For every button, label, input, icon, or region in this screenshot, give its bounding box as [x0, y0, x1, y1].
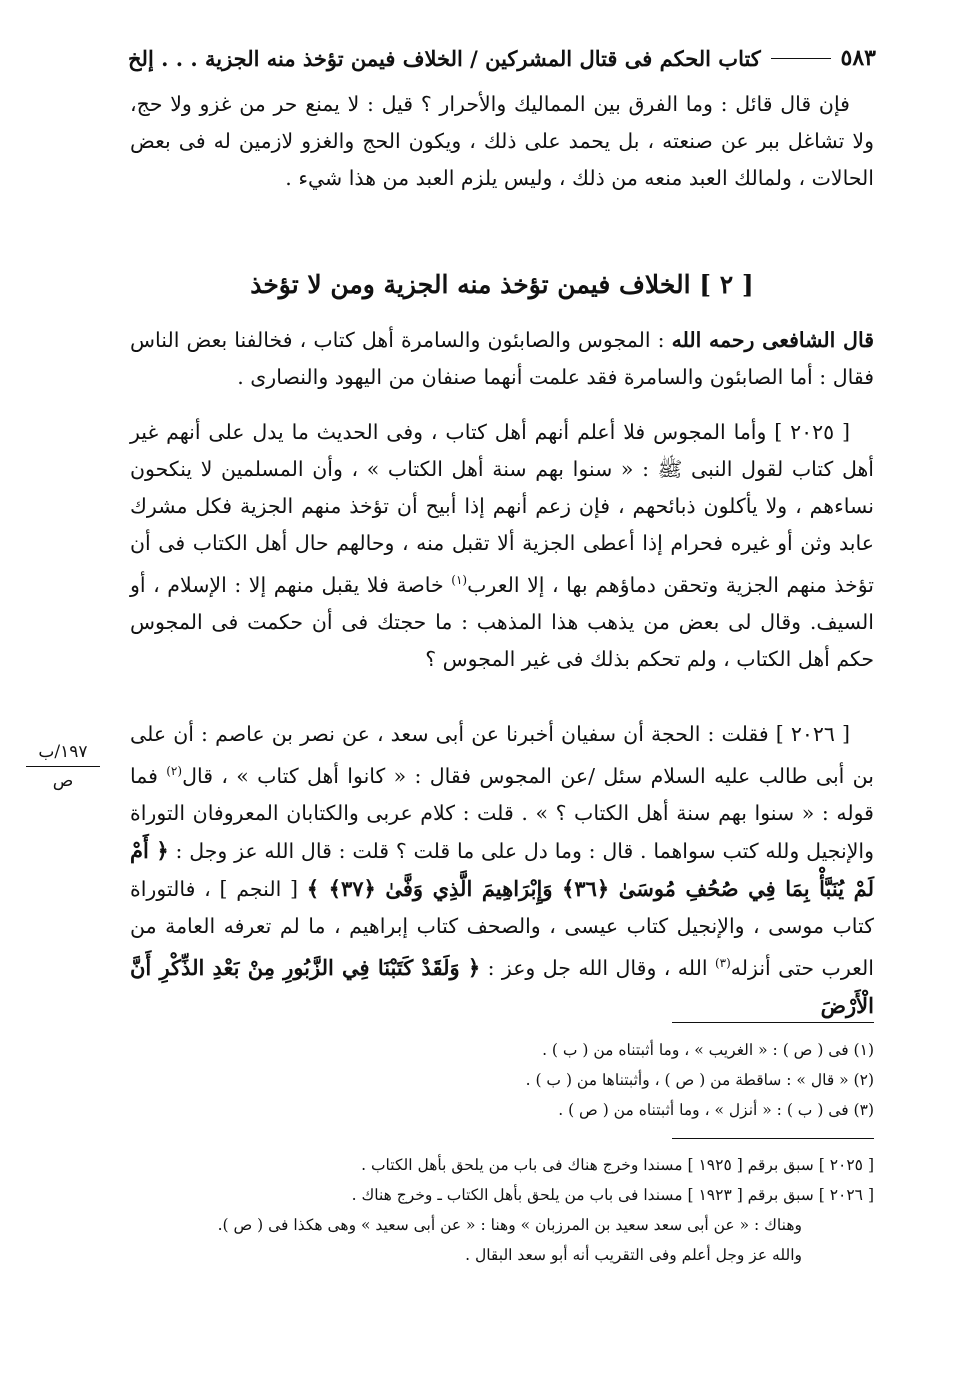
paragraph-3-main: [ ٢٠٢٥ ] وأما المجوس فلا أعلم أنهم أهل كتاب ، وفى الحديث ما يدل على أنهم غير أهل كتاب لقول النبى ﷺ : « سنوا بهم سنة أهل الكتاب » ، وأن المسلمين لا ينكحون نساءهم ، ولا يأكلون ذبائحهم ، فإن زعم أنهم إذا أبيح أن تؤخذ منهم الجزية فكل مشرك عابد وثن أو غيره فحرام إذا أعطى الجزية ألا تقبل منه ، وحالهم حال أهل الكتاب فى أن تؤخذ منهم الجزية وتحقن دماؤهم بها ، إلا العرب [130, 420, 874, 597]
header-title: كتاب الحكم فى قتال المشركين / الخلاف فيمن تؤخذ منه الجزية . . . إلخ [128, 45, 761, 71]
references [130, 1150, 874, 1270]
paragraph-2 [130, 322, 874, 396]
paragraph-3 [130, 414, 874, 678]
footnotes [130, 1035, 874, 1125]
paragraph-2-rest: : المجوس والصابئون والسامرة أهل كتاب ، فخالفنا بعض الناس فقال : أما الصابئون والسامرة فقد علمت أنهما صنفان من اليهود والنصارى . [130, 328, 874, 389]
paragraph-1-text: فإن قال قائل : وما الفرق بين المماليك والأحرار ؟ قيل : لا يمنع حر من غزو ولا حج، ولا تشاغل ببر عن صنعته ، بل يحمد على ذلك ، ويكون الحج والغزو لازمين له فى بعض الحالات ، ولمالك العبد منعه من ذلك ، وليس يلزم العبد من هذا شيء . [130, 92, 874, 190]
shafii-lead: قال الشافعى رحمه الله [671, 328, 874, 352]
quran-verse-2: ﴿ وَلَقَدْ كَتَبْنَا فِي الزَّبُورِ مِنْ بَعْدِ الذِّكْرِ أَنَّ الْأَرْضَ [130, 954, 874, 1018]
paragraph-3-end: خاصة فلا يقبل منهم إلا : الإسلام ، أو السيف. وقال لى بعض من يذهب هذا المذهب : ما حجتك فى أن حكمت فى المجوس حكم أهل الكتاب ، ولم تحكم بذلك فى غير المجوس ؟ [130, 572, 874, 671]
paragraph-4-b: فما قوله : « سنوا بهم سنة أهل الكتاب ؟ » . قلت : كلام عربى والكتابان المعروفان التوراة والإنجيل ولله كتب سواهما . قال : وما دل على ما قلت ؟ قلت : قال الله عز وجل : [130, 763, 875, 863]
header-rule [771, 58, 831, 59]
paragraph-4-a: [ ٢٠٢٦ ] فقلت : الحجة أن سفيان أخبرنا عن أبى سعد ، عن نصر بن عاصم : أن على بن أبى طالب عليه السلام سئل /عن المجوس فقال : « كانوا أهل كتاب » ، قال [130, 722, 874, 788]
footnote-ref-1: (١) [451, 573, 468, 587]
margin-note-rule [26, 766, 100, 767]
reference-4: والله عز وجل أعلم وفى التقريب أنه أبو سعد البقال . [465, 1246, 802, 1264]
page-number: ٥٨٣ [840, 45, 876, 71]
margin-note [18, 742, 108, 791]
section-heading: [ ٢ ] الخلاف فيمن تؤخذ منه الجزية ومن لا تؤخذ [250, 270, 754, 299]
reference-2: [ ٢٠٢٦ ] سبق برقم [ ١٩٢٣ ] مسندا فى باب من يلحق بأهل الكتاب ـ وخرج هناك . [351, 1186, 874, 1204]
footnote-ref-3: (٣) [714, 955, 731, 970]
footnote-separator [672, 1022, 874, 1023]
margin-note-folio: ١٩٧/ب [38, 742, 88, 762]
reference-1: [ ٢٠٢٥ ] سبق برقم [ ١٩٢٥ ] مسندا وخرج هناك فى باب من يلحق بأهل الكتاب . [361, 1156, 874, 1174]
quran-verse-1: ﴿ أَمْ لَمْ يُنَبَّأْ بِمَا فِي صُحُفِ مُوسَىٰ ﴿٣٦﴾ وَإِبْرَاهِيمَ الَّذِي وَفَّىٰ ﴿٣٧﴾ ﴾ [130, 837, 874, 901]
footnote-1: (١) فى ( ص ) : « الغريب » ، وما أثبتناه من ( ب ) . [542, 1041, 874, 1059]
footnote-3: (٣) فى ( ب ) : « أنزل » ، وما أثبتناه من ( ص ) . [558, 1101, 874, 1119]
running-header [128, 40, 876, 76]
paragraph-2-text [130, 322, 874, 396]
margin-note-siglum: ص [52, 771, 74, 791]
paragraph-1 [130, 86, 874, 197]
footnote-ref-2: (٢) [166, 764, 183, 778]
reference-3: وهناك : « عن أبى سعد سعيد بن المرزبان » وهنا : « عن أبى سعيد » وهى هكذا فى ( ص ). [217, 1216, 802, 1234]
paragraph-4 [130, 716, 874, 1025]
footnote-2: (٢) « قال » : ساقطة من ( ص ) ، وأثبتناها من ( ب ) . [525, 1071, 874, 1089]
paragraph-4-d: الله ، وقال الله جل وعز : [487, 955, 708, 980]
paragraph-4-text [130, 716, 874, 1025]
paragraph-3-text [130, 414, 874, 678]
references-separator [672, 1138, 874, 1139]
paragraph-4-c: [ النجم ] ، فالتوراة كتاب موسى ، والإنجيل كتاب عيسى ، والصحف كتاب إبراهيم ، ما لم تعرفه العامة من العرب حتى أنزله [130, 876, 874, 980]
